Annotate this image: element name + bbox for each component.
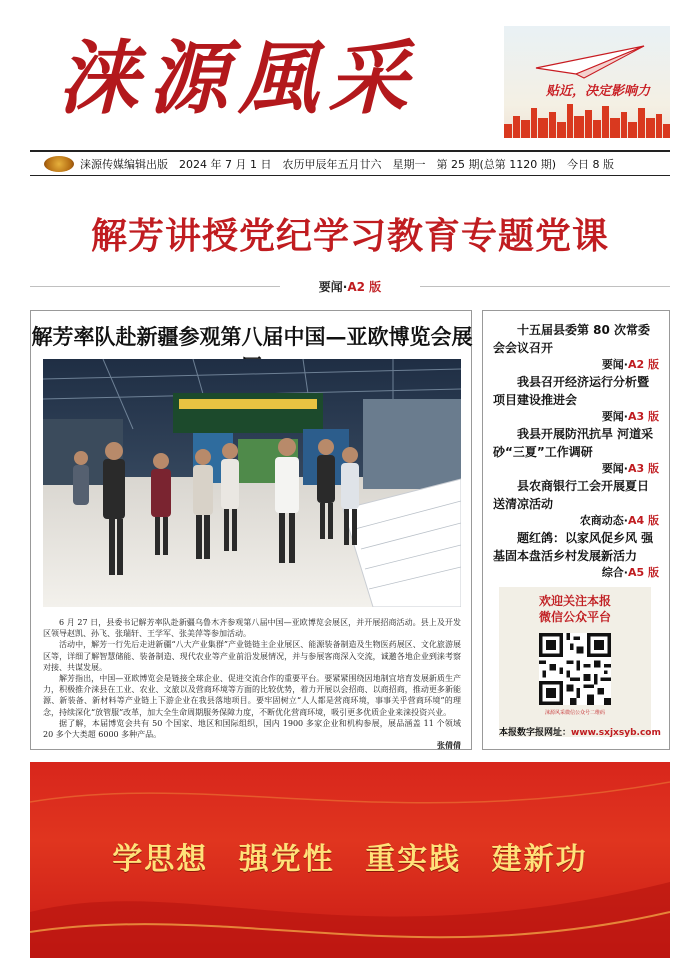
article-title[interactable]: 解芳率队赴新疆参观第八届中国—亚欧博览会展 bbox=[31, 324, 473, 349]
index-item[interactable] bbox=[483, 477, 669, 529]
index-page: A5 版 bbox=[628, 566, 659, 579]
weekday: 星期一 bbox=[392, 157, 426, 171]
sidebar-index bbox=[482, 310, 670, 750]
article-body bbox=[43, 617, 461, 751]
banner-phrase: 强党性 bbox=[238, 842, 335, 877]
index-section: 要闻· bbox=[601, 462, 628, 475]
digital-edition-url[interactable] bbox=[499, 725, 663, 738]
digital-label: 本报数字报网址： bbox=[499, 728, 572, 738]
index-item[interactable] bbox=[483, 529, 669, 581]
article-paragraph: 活动中，解芳一行先后走进新疆“八大产业集群”产业链链主企业展区、能源装备制造及生物医药展区、文化旅游展区等，详细了解智慧储能、装备制造、现代农业等产业前沿发展情况，并与参展客商深入交流，诚邀各地企业到涞考察对接、共谋发展。 bbox=[43, 640, 461, 672]
index-item-title: 我县召开经济运行分析暨项目建设推进会 bbox=[493, 375, 650, 407]
index-section: 综合· bbox=[601, 566, 628, 579]
index-item-title: 十五届县委第 80 次常委会会议召开 bbox=[493, 323, 651, 355]
article-paragraph: 据了解，本届博览会共有 50 个国家、地区和国际组织，国内 1900 多家企业和机构参展，展品涵盖 11 个领域 20 多个大类超 6000 多种产品。 bbox=[43, 718, 461, 740]
index-item[interactable] bbox=[483, 321, 669, 373]
index-item-page bbox=[493, 565, 659, 581]
slogan-text: 贴近，决定影响力 bbox=[546, 84, 651, 99]
lead-headline[interactable]: 解芳讲授党纪学习教育专题党课 bbox=[90, 216, 609, 257]
issue-number: 第 25 期(总第 1120 期) bbox=[436, 157, 557, 171]
index-item-page bbox=[493, 409, 659, 425]
digital-url-link[interactable]: www.sxjxsyb.com bbox=[571, 728, 661, 738]
lunar-date: 农历甲辰年五月廿六 bbox=[282, 157, 382, 171]
index-section: 要闻· bbox=[601, 358, 628, 371]
qr-title-line2: 微信公众平台 bbox=[538, 610, 611, 624]
index-section: 农商动态· bbox=[579, 514, 628, 527]
index-page: A3 版 bbox=[628, 462, 659, 475]
main-article bbox=[30, 310, 472, 750]
banner-slogan bbox=[30, 834, 670, 878]
publisher: 涞源传媒编辑出版 bbox=[80, 157, 168, 171]
city-skyline-image bbox=[504, 98, 670, 138]
index-item-page bbox=[493, 513, 659, 529]
slogan-banner bbox=[30, 762, 670, 958]
index-page: A4 版 bbox=[628, 514, 659, 527]
article-paragraph: 6 月 27 日，县委书记解芳率队赴新疆乌鲁木齐参观第八届中国—亚欧博览会展区，并开展招商活动。县上及开发区领导赵凯、孙飞、张瑞轩、王学军、张美萍等参加活动。 bbox=[43, 618, 461, 639]
banner-phrase: 建新功 bbox=[491, 842, 588, 877]
wechat-qr-panel bbox=[499, 587, 651, 737]
masthead-title: 涞源風采 bbox=[58, 31, 418, 125]
banner-phrase: 重实践 bbox=[365, 842, 462, 877]
paper-plane-icon bbox=[532, 40, 652, 80]
ref-section: 要闻· bbox=[318, 280, 348, 294]
qr-caption: 涞源风采微信公众号二维码 bbox=[544, 710, 605, 716]
slogan-box bbox=[504, 26, 670, 138]
index-section: 要闻· bbox=[601, 410, 628, 423]
banner-phrase: 学思想 bbox=[112, 842, 209, 877]
index-item-page bbox=[493, 357, 659, 373]
expo-visit-photo bbox=[43, 359, 461, 607]
index-item[interactable] bbox=[483, 373, 669, 425]
index-page: A2 版 bbox=[628, 358, 659, 371]
qr-title-line1: 欢迎关注本报 bbox=[538, 594, 611, 608]
dateline bbox=[30, 150, 670, 176]
publisher-emblem-icon bbox=[44, 156, 74, 172]
index-page: A3 版 bbox=[628, 410, 659, 423]
masthead bbox=[30, 22, 670, 144]
index-item-page bbox=[493, 461, 659, 477]
article-byline: 张倩倩 bbox=[437, 740, 461, 751]
headline-ref-text[interactable] bbox=[30, 278, 670, 295]
index-item[interactable] bbox=[483, 425, 669, 477]
publish-date: 2024 年 7 月 1 日 bbox=[179, 157, 272, 171]
page-count: 今日 8 版 bbox=[567, 157, 615, 171]
qr-code-icon[interactable] bbox=[539, 633, 611, 705]
index-item-title: 县农商银行工会开展夏日送清凉活动 bbox=[493, 479, 650, 511]
index-item-title: 我县开展防汛抗旱 河道采砂“三夏”工作调研 bbox=[493, 427, 654, 459]
ref-page: A2 版 bbox=[347, 280, 382, 294]
index-item-title: 题红鸽：以家风促乡风 强基固本盘活乡村发展新活力 bbox=[493, 531, 654, 563]
headline-page-ref bbox=[30, 278, 670, 294]
article-paragraph: 解芳指出，中国—亚欧博览会是链接全球企业、促进交流合作的重要平台。要紧紧围绕因地制宜培育发展新质生产力，积极推介涞县在工业、农业、文旅以及营商环境等方面的比较优势，着力开展以会招商、以商招商，推动更多新能源、新装备、新材料等产业链上下游企业在我县落地项目。要牢固树立“人人都是营商环境，事事关乎营商环境”的理念，持续深化“放管服”改革，加大全生命周期服务保障力度，不断优化营商环境，吸引更多优质企业来涞投资兴业。 bbox=[43, 674, 461, 717]
